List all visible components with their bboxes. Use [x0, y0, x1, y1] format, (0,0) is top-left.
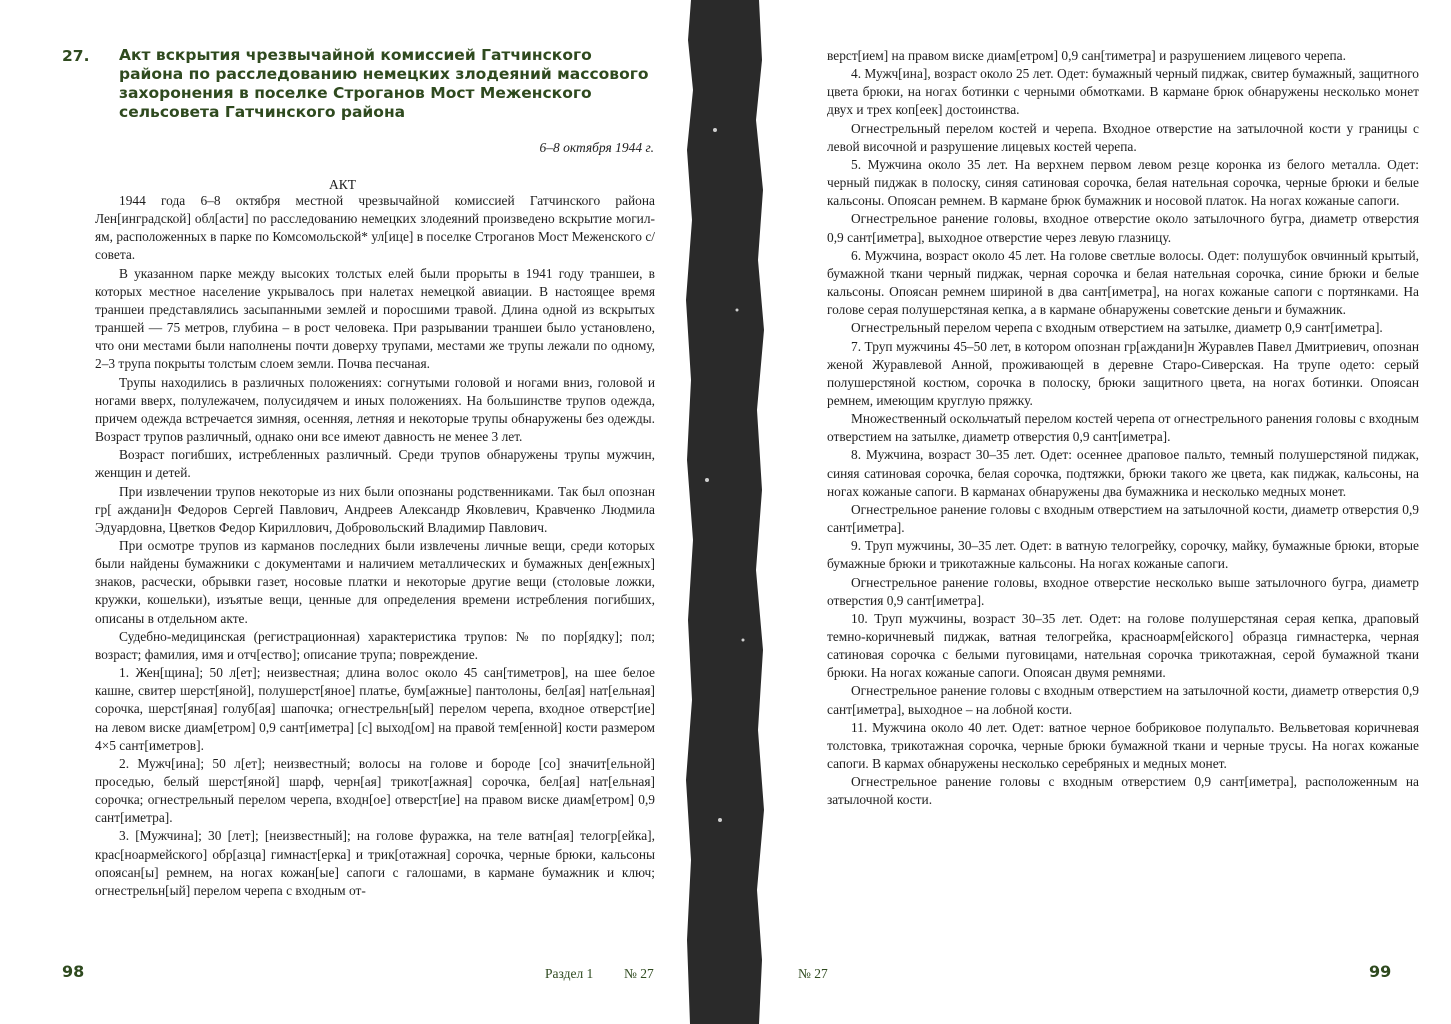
document-date: 6–8 октября 1944 г.: [539, 140, 654, 155]
right-body-text: [827, 47, 1419, 810]
right-page: [765, 0, 1451, 1024]
paragraph: Огнестрельный перелом костей и черепа. Входное отверстие на затылочной кости у границы с левой височной и разрушение лицевых костей черепа.: [827, 120, 1419, 154]
book-spine: [685, 0, 765, 1024]
paragraph: 11. Мужчина около 40 лет. Одет: ватное черное бобриковое полупальто. Вельветовая коричневая толстовка, трикотажная сорочка, черные брюки бумажной ткани и черные трусы. На ногах кожаные сапоги. В кармах обнаружены несколько серебряных и медных монет.: [827, 719, 1419, 772]
paragraph: 9. Труп мужчины, 30–35 лет. Одет: в ватную телогрейку, сорочку, майку, бумажные брюки, вторые бумажные брюки и трикотажные кальсоны. На ногах кожаные сапоги.: [827, 538, 1419, 572]
paragraph: Судебно-медицинская (регистрационная) характеристика трупов: № по пор[ядку]; пол; возраст; фамилия, имя и отч[ество]; описание трупа; повреждение.: [95, 628, 655, 662]
paragraph: 3. [Мужчина]; 30 [лет]; [неизвестный]; на голове фуражка, на теле ватн[ая] телогр[ейка], крас[ноармейского] обр[азца] гимнаст[ерка] и трик[отажная] сорочка, черные брюки, кальсоны опоясан[ы] ремнем, на ногах кожан[ые] сапоги с галошами, в кармане бумажник и ключ; огнестрельн[ый] перелом черепа с входным от-: [95, 828, 655, 898]
paragraph: 8. Мужчина, возраст 30–35 лет. Одет: осеннее драповое пальто, темный полушерстяной пиджак, синяя сатиновая сорочка, белая сорочка, подтяжки, брюки такого же цвета, как пиджак, кальсоны, на ногах кожаные сапоги. В карманах обнаружены два бумажника и несколько медных монет.: [827, 447, 1419, 499]
paragraph: Огнестрельное ранение головы с входным отверстием на затылочной кости, диаметр отверстия 0,9 сант[иметра], выходное – на лобной кости.: [827, 683, 1419, 717]
footer-section: Раздел 1: [545, 966, 594, 981]
left-body-text: [95, 192, 655, 900]
paragraph: 2. Мужч[ина]; 50 л[ет]; неизвестный; волосы на голове и бороде [со] значит[ельной] проседью, белый шерст[яной] шарф, черн[ая] трикот[ажная] сорочка, бел[ая] нат[ельная] сорочка; огнестрельный перелом черепа, входн[ое] отверст[ие] на правом виске диам[етром] 0,9 сант[иметра].: [95, 755, 655, 826]
paragraph: При осмотре трупов из карманов последних были извлечены личные вещи, среди которых были найдены бумажники с документами и наличием металлических и бумажных ден[ежных] знаков, расчески, обрывки газет, носовые платки и некоторые другие вещи (столовые ложки, кружки, кошельки), изъятые вещи, ценные для определения времени истребления погибших, описаны в отдельном акте.: [95, 537, 655, 626]
paragraph: 6. Мужчина, возраст около 45 лет. На голове светлые волосы. Одет: полушубок овчинный крытый, бумажной ткани черный пиджак, черная сорочка и белая нательная сорочка, синие брюки и белые кальсоны. Опоясан ремнем шириной в два сант[иметра], на ногах кожаные сапоги с портянками. На голове серая полушерстяная кепка, а в кармане обнаружены советские деньги и бумажник.: [827, 247, 1419, 318]
footer-doc-number-right: № 27: [798, 966, 828, 981]
paragraph: 1. Жен[щина]; 50 л[ет]; неизвестная; длина волос около 45 сан[тиметров], на шее белое кашне, свитер шерст[яной], полушерст[яное] платье, бум[ажные] пантолоны, бел[ая] нат[ельная] сорочка, шерст[яная] голуб[ая] шапочка; огнестрельн[ый] перелом черепа, входное отверст[ие] на левом виске диам[етром] 0,9 сант[иметра] [с] выход[ом] на правой тем[енной] кости размером 4×5 сант[иметров].: [95, 665, 655, 753]
paragraph: 5. Мужчина около 35 лет. На верхнем первом левом резце коронка из белого металла. Одет: черный пиджак в полоску, синяя сатиновая сорочка, белая нательная сорочка, черные брюки и белые кальсоны. Опоясан ремнем. В кармане брюк бумажник и носовой платок. На ногах кожаные сапоги.: [827, 156, 1419, 209]
paragraph: Множественный оскольчатый перелом костей черепа от огнестрельного ранения головы с входным отверстием на затылке, диаметр отверстия 0,9 сант[иметра].: [827, 411, 1419, 445]
paragraph: верст[ием] на правом виске диам[етром] 0,9 сан[тиметра] и разрушением лицевого черепа.: [827, 48, 1346, 63]
document-number: 27.: [62, 47, 90, 65]
document-title: Акт вскрытия чрезвычайной комиссией Гатчинского района по расследованию немецких злодеяний массового захоронения в поселке Строганов Мост Меженского сельсовета Гатчинского района: [119, 46, 649, 121]
paragraph: Трупы находились в различных положениях: согнутыми головой и ногами вниз, головой и ногами вверх, полулежачем, полусидячем и иных положениях. На большинстве трупов одежда, причем одежда встречается зимняя, осенняя, летняя и некоторые трупы обнаружены без одежды. Возраст трупов различный, однако они все имеют давность не менее 3 лет.: [95, 374, 655, 445]
spine-texture: [685, 0, 765, 1024]
page-number-right: 99: [1369, 962, 1392, 981]
paragraph: При извлечении трупов некоторые из них были опознаны родственниками. Так был опознан гр[ аждани]н Федоров Сергей Павлович, Андреев Александр Яковлевич, Кравченко Людмила Эдуардовна, Цветков Федор Кириллович, Добровольский Владимир Павлович.: [95, 483, 655, 535]
paragraph: 10. Труп мужчины, возраст 30–35 лет. Одет: на голове полушерстяная серая кепка, драповый темно-коричневый пиджак, ватная телогрейка, красноарм[ейского] образца гимнастерка, черная сатиновая сорочка с белыми пуговицами, нательная сорочка трикотажная, серой бумажной ткани брюки. На ногах кожаные сапоги. Опоясан двумя ремнями.: [827, 610, 1419, 681]
paragraph: 1944 года 6–8 октября местной чрезвычайной комиссией Гатчинского района Лен[инградской] обл[асти] по расследованию немецких злодеяний произведено вскрытие могил-ям, расположенных в парке по Комсомольской* ул[ице] в поселке Строганов Мост Меженского с/совета.: [95, 193, 655, 263]
paragraph: Огнестрельное ранение головы с входным отверстием на затылочной кости, диаметр отверстия 0,9 сант[иметра].: [827, 501, 1419, 536]
paragraph: Огнестрельный перелом черепа с входным отверстием на затылке, диаметр 0,9 сант[иметра].: [851, 320, 1383, 336]
paragraph: Огнестрельное ранение головы, входное отверстие около затылочного бугра, диаметр отверстия 0,9 сант[иметра], выходное отверстие через левую глазницу.: [827, 211, 1419, 245]
paragraph: 7. Труп мужчины 45–50 лет, в котором опознан гр[аждани]н Журавлев Павел Дмитриевич, опознан женой Журавлевой Анной, проживающей в деревне Старо-Сиверская. На трупе одето: серый полушерстяной костюм, сорочка в полоску, брюки защитного цвета, на ногах ботинки. Опоясан ремнем, имеющим круглую пряжку.: [827, 338, 1419, 408]
paragraph: Огнестрельное ранение головы с входным отверстием 0,9 сант[иметра], расположенным на затылочной кости.: [827, 774, 1419, 808]
page-number-left: 98: [62, 962, 85, 981]
paragraph: 4. Мужч[ина], возраст около 25 лет. Одет: бумажный черный пиджак, свитер бумажный, защитного цвета брюки, на ногах ботинки с черными обмотками. В кармане брюк обнаружены несколько монет двух и трех коп[еек] достоинства.: [827, 66, 1419, 118]
paragraph: Возраст погибших, истребленных различный. Среди трупов обнаружены трупы мужчин, женщин и детей.: [95, 447, 655, 481]
paragraph: В указанном парке между высоких толстых елей были прорыты в 1941 году траншеи, в которых местное население укрывалось при налетах немецкой авиации. В настоящее время траншеи представлялись засыпанными землей и поросшими травой. Длина одной из вскрытых траншей — 75 метров, глубина – в рост человека. При разрывании траншеи было установлено, что они местами были наполнены почти доверху трупами, местами же трупы лежали по одному, 2–3 трупа покрыты толстым слоем земли. Почва песчаная.: [95, 265, 655, 372]
footer-doc-number-left: № 27: [624, 966, 654, 981]
left-page: [0, 0, 685, 1024]
paragraph: Огнестрельное ранение головы, входное отверстие несколько выше затылочного бугра, диаметр отверстия 0,9 сант[иметра].: [827, 574, 1419, 608]
act-heading: АКТ: [329, 177, 356, 192]
